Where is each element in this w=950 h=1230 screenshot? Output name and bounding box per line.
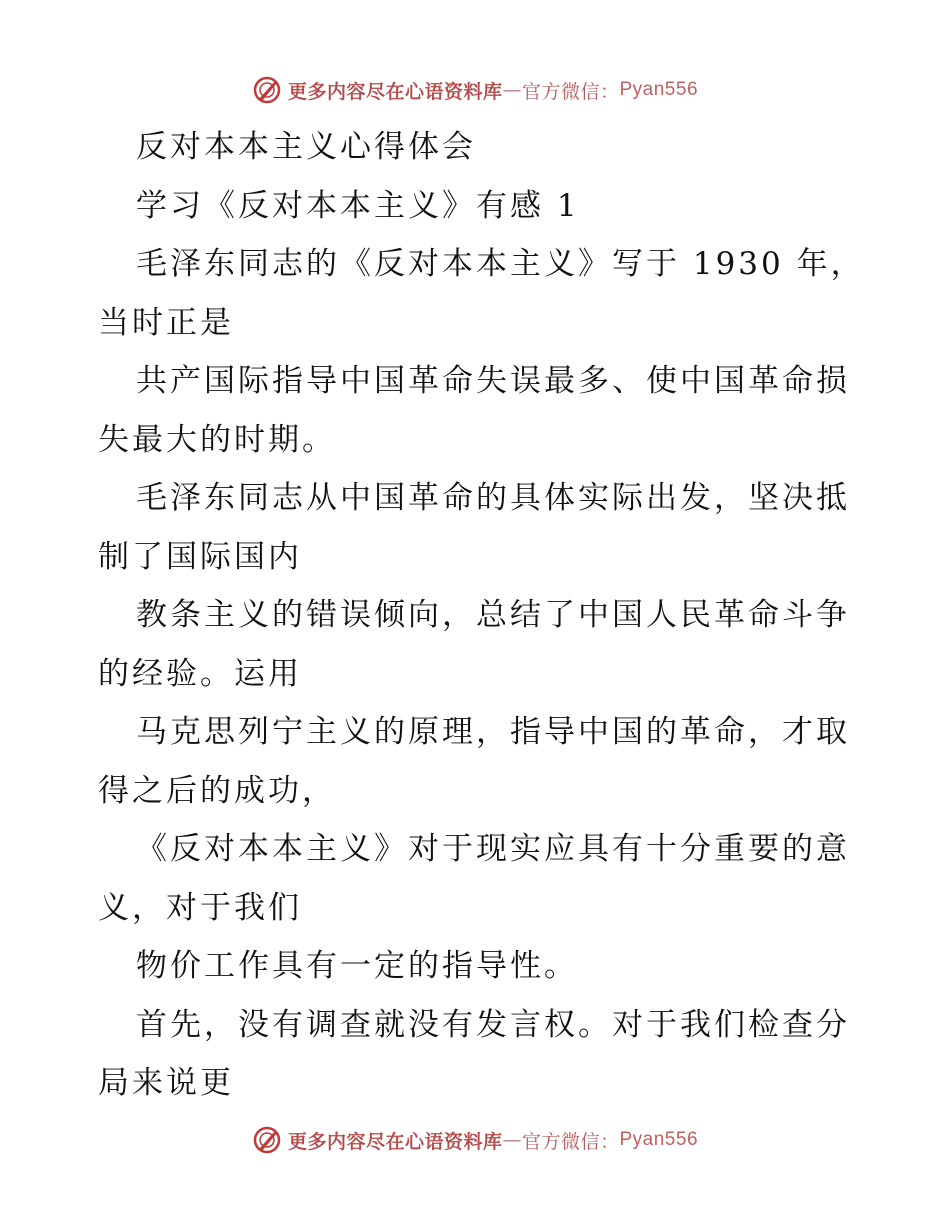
paragraph-line: 失最大的时期。 <box>98 421 336 458</box>
paragraph-line: 物价工作具有一定的指导性。 <box>136 948 578 984</box>
paragraph-line: 得之后的成功， <box>98 772 336 809</box>
paragraph-line: 制了国际国内 <box>98 538 302 575</box>
header-banner <box>0 70 950 110</box>
banner-title: 更多内容尽在心语资料库 <box>287 1130 503 1153</box>
paragraph-line: 毛泽东同志的《反对本本主义》写于 1930 年， <box>136 246 865 282</box>
paragraph-line: 义，对于我们 <box>98 889 302 926</box>
banner-separator: — <box>502 79 522 101</box>
paragraph-line: 的经验。运用 <box>98 655 302 692</box>
paragraph-line: 当时正是 <box>98 304 234 341</box>
banner-wechat-id: Pyan556 <box>619 1129 699 1150</box>
banner-wechat-label: 官方微信： <box>521 1130 620 1153</box>
quill-logo-icon <box>252 75 282 105</box>
banner-title: 更多内容尽在心语资料库 <box>287 80 503 103</box>
paragraph-line: 马克思列宁主义的原理，指导中国的革命，才取 <box>136 714 850 750</box>
banner-wechat-label: 官方微信： <box>521 80 620 103</box>
paragraph-line: 首先，没有调查就没有发言权。对于我们检查分 <box>136 1006 850 1043</box>
paragraph-line: 教条主义的错误倾向，总结了中国人民革命斗争 <box>136 597 850 633</box>
paragraph-line: 局来说更 <box>98 1065 234 1101</box>
banner-wechat-id: Pyan556 <box>619 79 699 100</box>
paragraph-line: 《反对本本主义》对于现实应具有十分重要的意 <box>136 831 850 867</box>
document-subtitle: 学习《反对本本主义》有感 1 <box>136 187 580 224</box>
paragraph-line: 共产国际指导中国革命失误最多、使中国革命损 <box>136 363 850 399</box>
paragraph-line: 毛泽东同志从中国革命的具体实际出发，坚决抵 <box>136 480 850 516</box>
quill-logo-icon <box>252 1125 282 1155</box>
document-body <box>98 118 865 1113</box>
document-title: 反对本本主义心得体会 <box>136 129 476 165</box>
footer-banner <box>0 1120 950 1160</box>
banner-separator: — <box>502 1129 522 1151</box>
